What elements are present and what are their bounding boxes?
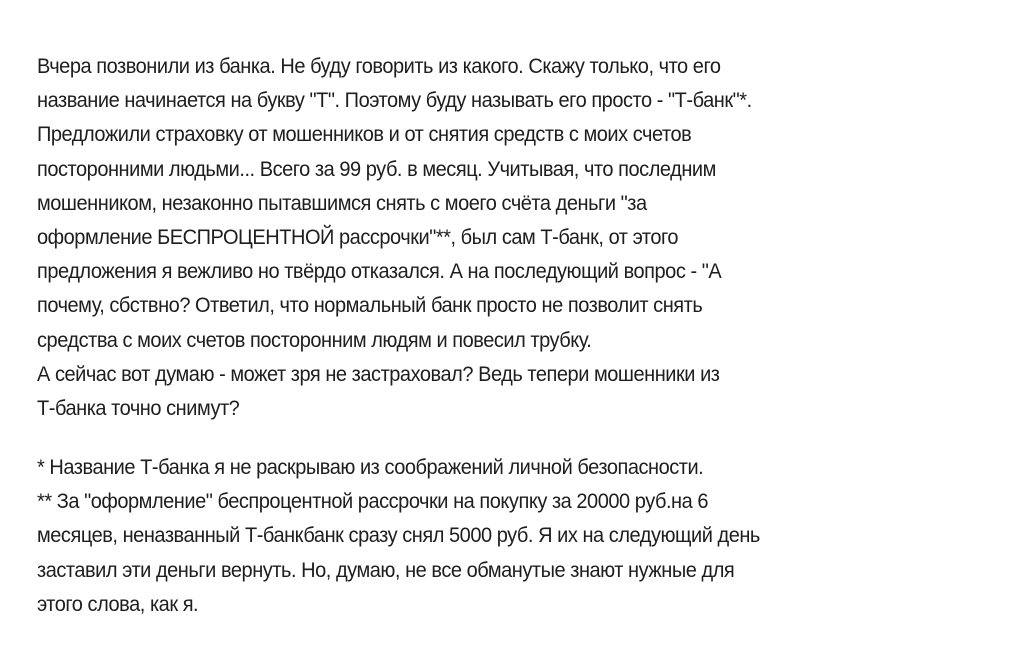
main-text-line: А сейчас вот думаю - может зря не застраховал? Ведь тепери мошенники из: [37, 361, 720, 386]
main-text-line: предложения я вежливо но твёрдо отказался. А на последующий вопрос - "А: [37, 259, 722, 284]
main-text-line: название начинается на букву "Т". Поэтому буду называть его просто - "Т-банк"*.: [37, 88, 752, 113]
footnotes: [37, 450, 930, 621]
main-text-line: оформление БЕСПРОЦЕНТНОЙ рассрочки"**, был сам Т-банк, от этого: [37, 224, 679, 249]
main-text-line: Вчера позвонили из банка. Не буду говорить из какого. Скажу только, что его: [37, 54, 721, 78]
main-text-line: Т-банка точно снимут?: [37, 395, 240, 420]
main-text: [37, 49, 930, 425]
footnote-line: месяцев, неназванный Т-банкбанк сразу снял 5000 руб. Я их на следующий день: [37, 523, 760, 548]
footnote-line: * Название Т-банка я не раскрываю из соображений личной безопасности.: [37, 455, 704, 479]
main-text-line: мошенником, незаконно пытавшимся снять с моего счёта деньги "за: [37, 190, 647, 215]
main-text-line: посторонними людьми... Всего за 99 руб. в месяц. Учитывая, что последним: [37, 156, 716, 181]
footnote-line: заставил эти деньги вернуть. Но, думаю, не все обманутые знают нужные для: [37, 557, 735, 582]
main-text-line: Предложили страховку от мошенников и от снятия средств с моих счетов: [37, 122, 692, 147]
main-text-line: почему, сбствно? Ответил, что нормальный банк просто не позволит снять: [37, 293, 703, 318]
footnote-line: этого слова, как я.: [37, 591, 199, 616]
main-text-line: средства с моих счетов посторонним людям и повесил трубку.: [37, 327, 592, 352]
footnote-line: ** За "оформление" беспроцентной рассрочки на покупку за 20000 руб.на 6: [37, 489, 709, 514]
